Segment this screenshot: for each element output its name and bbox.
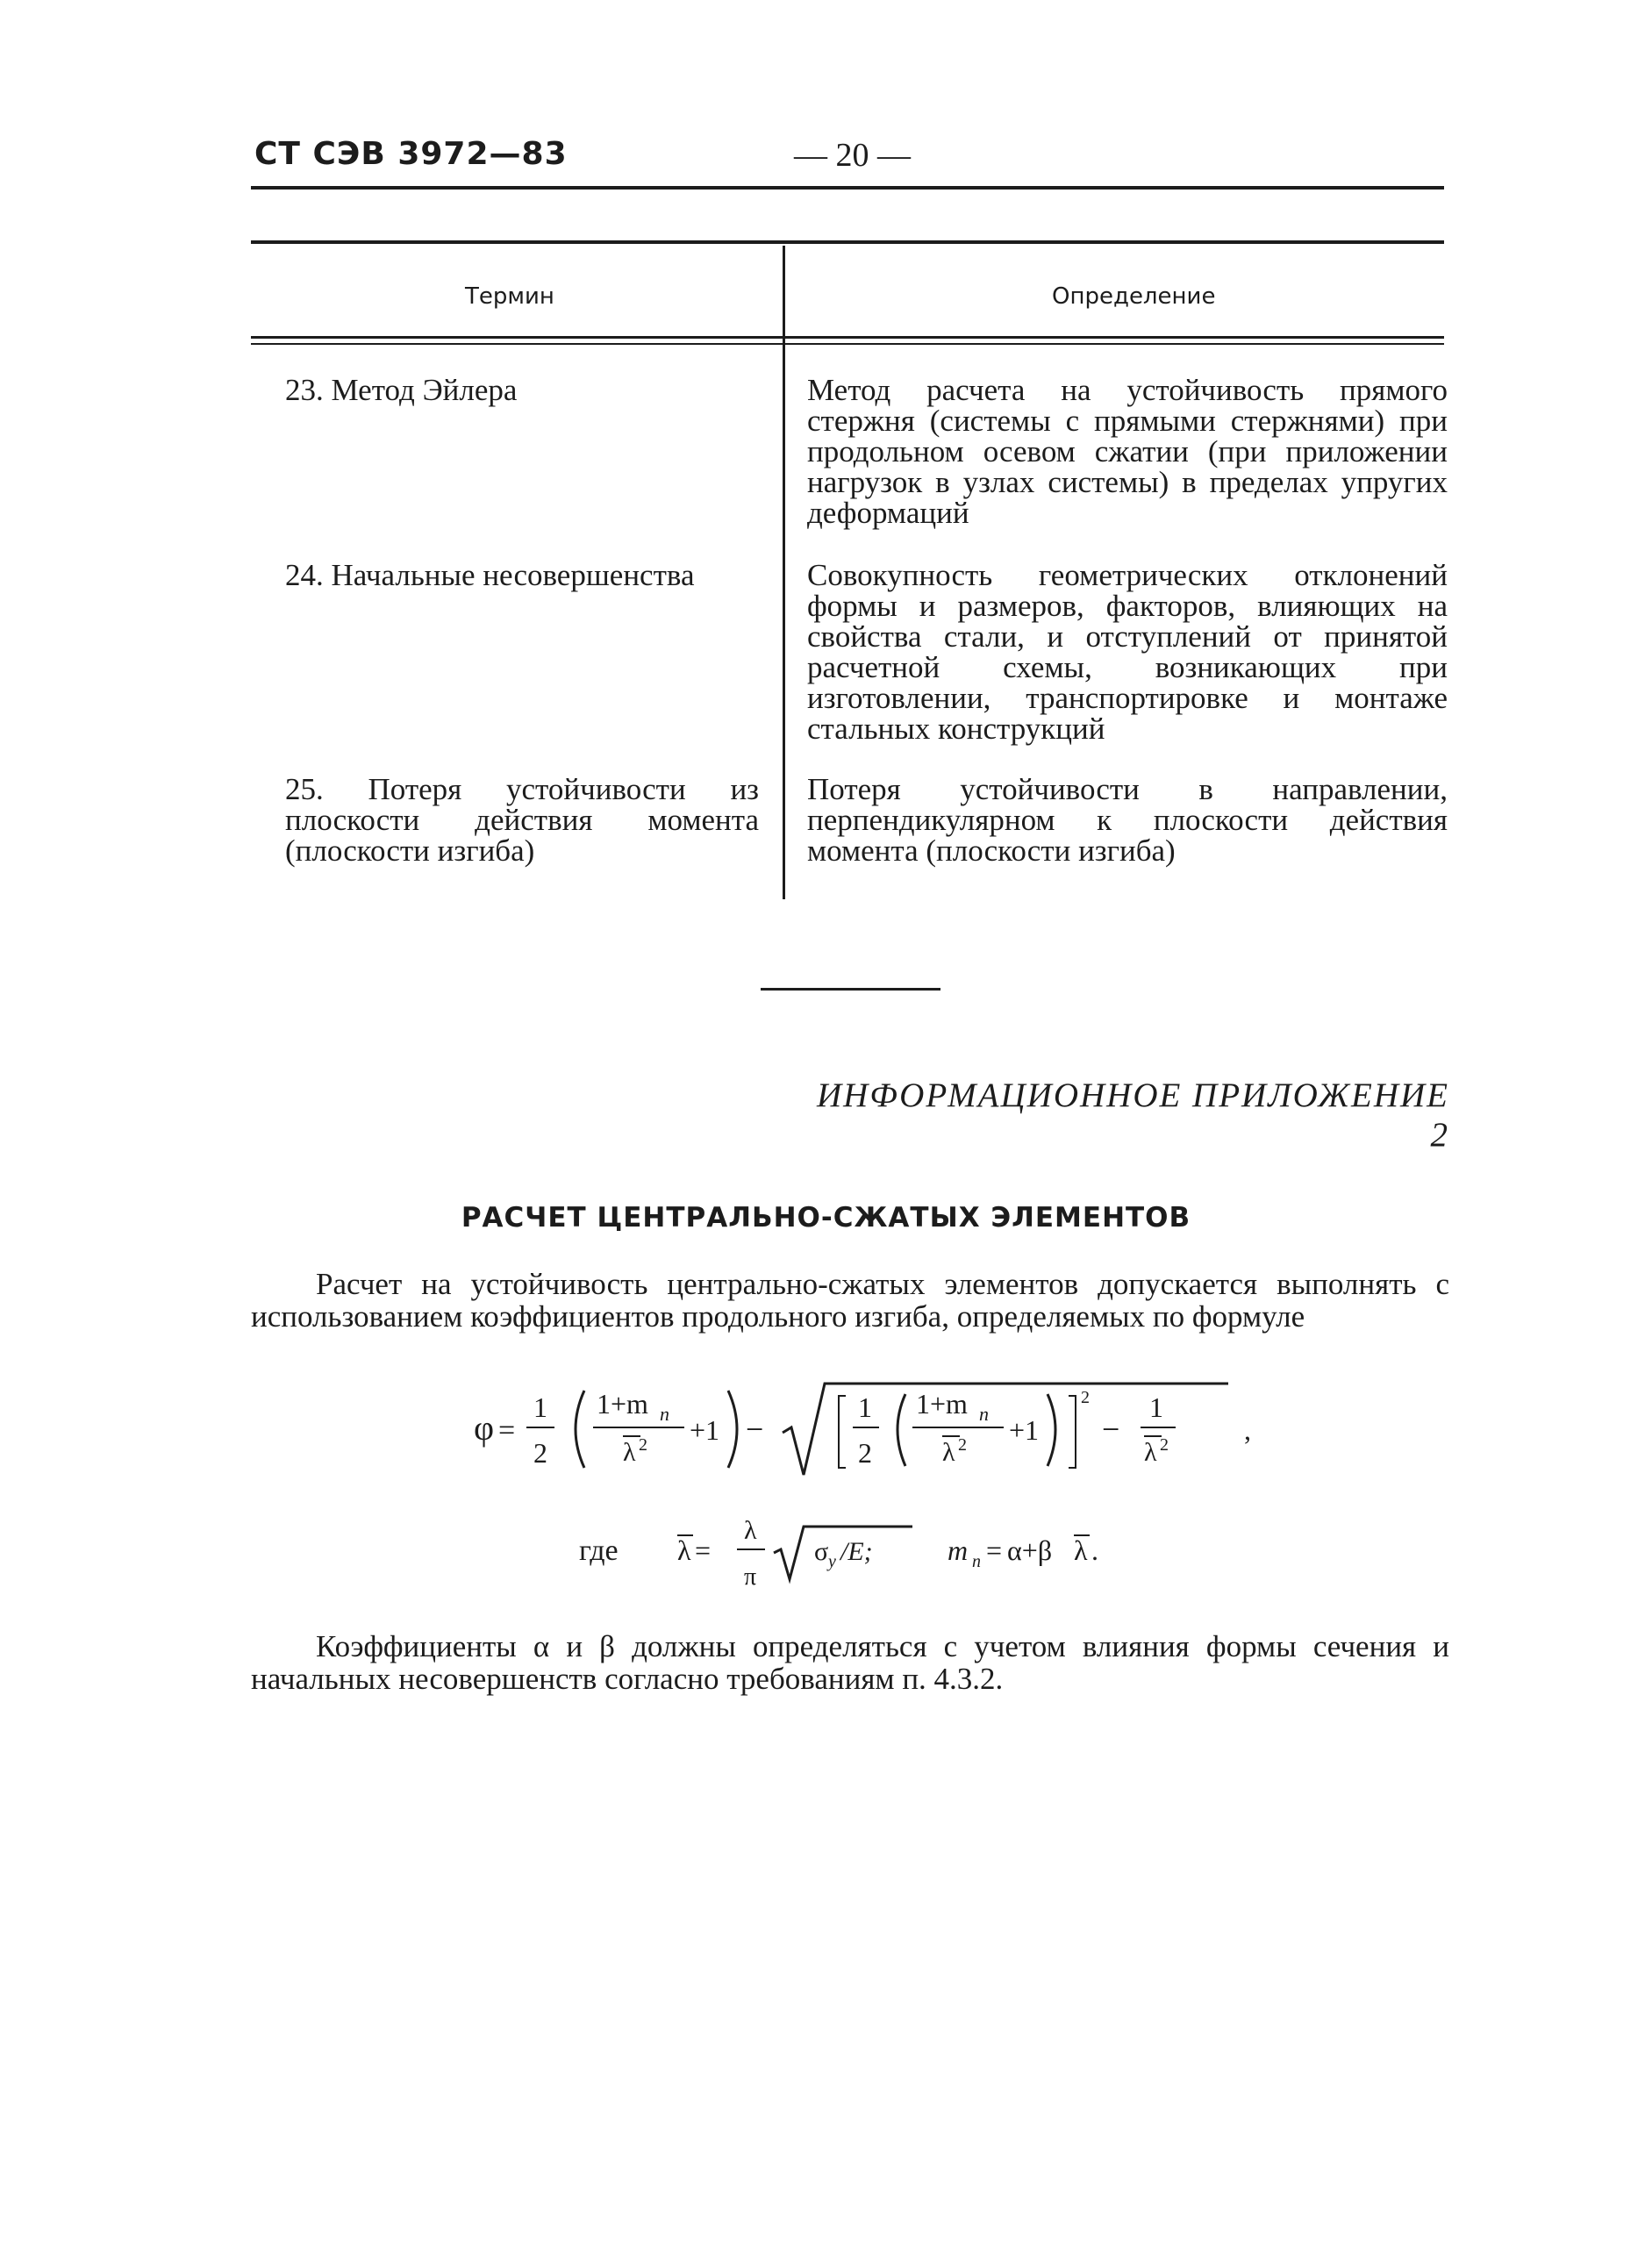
formula-num-one: 1 bbox=[533, 1391, 547, 1423]
formula-inner-one-plus-m: 1+m bbox=[916, 1388, 968, 1420]
section-title: РАСЧЕТ ЦЕНТРАЛЬНО-СЖАТЫХ ЭЛЕМЕНТОВ bbox=[461, 1202, 1191, 1234]
standard-number: СТ СЭВ 3972—83 bbox=[254, 136, 568, 172]
formula-m-lambda-bar: λ bbox=[1074, 1534, 1088, 1566]
page-number: — 20 — bbox=[794, 137, 911, 174]
formula-period: . bbox=[1091, 1534, 1098, 1566]
section-separator bbox=[761, 988, 940, 991]
formula-inner-two: 2 bbox=[858, 1437, 872, 1469]
table-row-24-term bbox=[285, 560, 759, 590]
formula-inner-plus-one: +1 bbox=[1009, 1414, 1040, 1446]
formula-where-lambda: λ bbox=[744, 1516, 757, 1545]
formula-lambda-bar: λ bbox=[623, 1438, 636, 1467]
formula-m-equals: = bbox=[986, 1534, 1003, 1566]
formula-sigma-subscript: y bbox=[828, 1552, 836, 1571]
formula-m-subscript: n bbox=[972, 1552, 981, 1571]
table-row-23-definition: Метод расчета на устойчивость прямого стержня (системы с прямыми стержнями) при продольном осевом сжатии (при приложении нагрузок в узлах системы) в пределах упругих деформаций bbox=[807, 373, 1448, 530]
appendix-label: ИНФОРМАЦИОННОЕ ПРИЛОЖЕНИЕ 2 bbox=[817, 1076, 1449, 1154]
formula-subscript-n: n bbox=[660, 1403, 669, 1425]
table-row-25-term bbox=[285, 774, 759, 866]
paragraph-coefficients: Коэффициенты α и β должны определяться с учетом влияния формы сечения и начальных несовершенств согласно требованиям п. 4.3.2. bbox=[251, 1629, 1449, 1696]
formula-inner-subscript-n: n bbox=[979, 1403, 989, 1425]
formula-where-word: где bbox=[579, 1534, 619, 1567]
formula-plus-one: +1 bbox=[690, 1414, 720, 1446]
table-top-rule bbox=[251, 240, 1444, 244]
formula-where bbox=[561, 1509, 1176, 1597]
table-row-23-term bbox=[285, 375, 759, 405]
table-row-24-definition: Совокупность геометрических отклонений формы и размеров, факторов, влияющих на свойства стали, и отступлений от принятой расчетной схемы, возникающих при изготовлении, транспортировке и монтаже стальных конструкций bbox=[807, 558, 1448, 746]
table-header-rule bbox=[251, 336, 1444, 339]
formula-bracket-square: 2 bbox=[1081, 1388, 1090, 1407]
term-text: Метод Эйлера bbox=[331, 373, 518, 407]
formula-where-equals: = bbox=[695, 1534, 712, 1566]
row-number: 24. bbox=[285, 558, 324, 592]
table-header-term: Термин bbox=[465, 283, 554, 310]
term-text: Начальные несовершенства bbox=[331, 558, 695, 592]
formula-minus: − bbox=[746, 1412, 764, 1447]
formula-minus-2: − bbox=[1102, 1412, 1120, 1447]
formula-den-two: 2 bbox=[533, 1437, 547, 1469]
row-number: 23. bbox=[285, 373, 324, 407]
formula-last-one: 1 bbox=[1149, 1391, 1163, 1423]
term-text: Потеря устойчивости из плоскости действия момента (плоскости изгиба) bbox=[285, 772, 759, 868]
paragraph-intro: Расчет на устойчивость центрально-сжатых элементов допускается выполнять с использованием коэффициентов продольного изгиба, определяемых по формуле bbox=[251, 1267, 1449, 1334]
formula-phi-svg bbox=[456, 1364, 1316, 1487]
formula-m: m bbox=[948, 1534, 969, 1566]
formula-equals: = bbox=[498, 1414, 516, 1447]
row-number: 25. bbox=[285, 772, 324, 806]
formula-inner-lambda: λ bbox=[942, 1438, 955, 1467]
formula-where-lambda-bar: λ bbox=[677, 1534, 691, 1566]
formula-last-lambda: λ bbox=[1144, 1438, 1157, 1467]
formula-sigma: σ bbox=[814, 1537, 829, 1566]
table-row-25-definition: Потеря устойчивости в направлении, перпендикулярном к плоскости действия момента (плоскости изгиба) bbox=[807, 772, 1448, 868]
formula-alpha-beta: α+β bbox=[1007, 1534, 1053, 1566]
formula-where-pi: π bbox=[744, 1563, 757, 1591]
formula-comma: , bbox=[1244, 1414, 1251, 1446]
formula-inner-one: 1 bbox=[858, 1391, 872, 1423]
formula-square: 2 bbox=[639, 1435, 647, 1455]
formula-symbol-phi: φ bbox=[474, 1408, 495, 1448]
formula-where-svg bbox=[561, 1509, 1176, 1597]
formula-last-square: 2 bbox=[1160, 1435, 1169, 1455]
formula-inner-square: 2 bbox=[958, 1435, 967, 1455]
formula-one-plus-m: 1+m bbox=[597, 1388, 648, 1420]
header-rule bbox=[251, 186, 1444, 190]
formula-phi bbox=[456, 1364, 1316, 1487]
table-header-definition: Определение bbox=[1052, 283, 1216, 310]
formula-over-e: /E; bbox=[840, 1537, 873, 1566]
table-header-rule-second bbox=[251, 343, 1444, 345]
